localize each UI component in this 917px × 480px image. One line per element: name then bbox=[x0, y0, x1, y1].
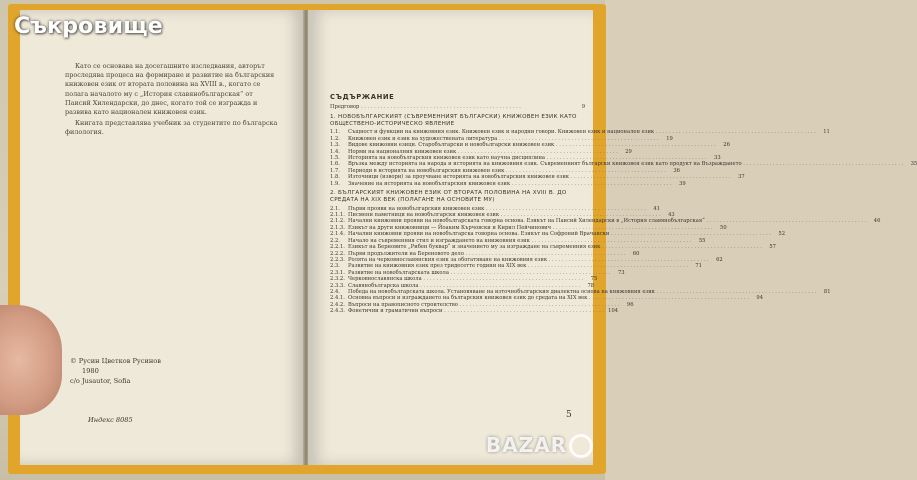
toc-item-title: Първи прояви на новобългарския книжовен език . . . bbox=[348, 206, 646, 212]
toc-item-title: Развитие на новобългарската школа . . . bbox=[348, 270, 611, 276]
toc-item-number: 2.3.3. bbox=[330, 282, 345, 289]
copyright-block bbox=[70, 356, 161, 386]
toc-item-title: Същност и функции на книжовния език. Книжовен език и народни говори. Книжовен език и национален език . . . bbox=[348, 129, 816, 135]
toc-item-page: 35 bbox=[910, 161, 917, 168]
toc-item-page: 96 bbox=[626, 301, 634, 308]
toc-item-number: 2.2.2. bbox=[330, 250, 345, 257]
toc-item-page: 75 bbox=[590, 276, 598, 283]
toc-text: Предговор . . . bbox=[330, 104, 571, 110]
toc-item-title: Норми на националния книжовен език . . . bbox=[348, 149, 618, 155]
toc-item-page: 19 bbox=[666, 135, 673, 142]
toc-item-number: 1.9. bbox=[330, 180, 340, 187]
toc-item-number: 2.1.3. bbox=[330, 224, 345, 231]
toc-item-number: 2.4.2. bbox=[330, 301, 345, 308]
toc-item-title: Развитие на книжовния език през тридесетте години на XIX век . . . bbox=[348, 263, 688, 269]
toc-item-number: 2.4.1. bbox=[330, 295, 345, 302]
toc-item-number: 1.6. bbox=[330, 161, 340, 168]
toc-item-number: 1.2. bbox=[330, 135, 340, 142]
toc-item-title: Източници (извори) за проучване историята на новобългарския книжовен език . . . bbox=[348, 174, 731, 180]
abstract-paragraph-1: Като се основава на досегашните изследвания, авторът проследява процеса на формиране и развитие на българския книжовен език от втората половина на XVIII в., когато се полага началото му с „История славянобългарская“ от Паисий Хилендарски, до днес, когато той се изгражда и развива като национален книжовен език. bbox=[65, 62, 275, 117]
toc-item-title: Начални книжовни прояви на новобългарската говорна основа. Езикът на Паисий Хилендарски в „История славянобългарская“ . . . bbox=[348, 218, 866, 224]
toc-item-title: Езикът на други книжовници — Йоаким Кърчовски и Кирил Пейчинович . . . bbox=[348, 225, 713, 231]
toc-item-page: 62 bbox=[716, 256, 723, 263]
page-number: 5 bbox=[566, 410, 572, 420]
toc-item bbox=[330, 308, 619, 315]
toc-item-number: 2.3.2. bbox=[330, 276, 345, 283]
toc-item-page: 37 bbox=[738, 174, 745, 181]
toc-item-page: 60 bbox=[632, 250, 640, 257]
toc-item-title: Начало на съвременния стил и изграждането на книжовния език . . . bbox=[348, 238, 691, 244]
toc-item-title: Видове книжовни езици. Старобългарски и новобългарски книжовен език . . . bbox=[348, 142, 716, 148]
toc-item-number: 1.1. bbox=[330, 129, 340, 136]
toc-preface bbox=[330, 104, 585, 110]
toc-item-title: Фонетични и граматични въпроси . . . bbox=[348, 308, 604, 314]
copyright-name: © Русин Цветков Русинов bbox=[70, 357, 161, 365]
toc-item-page: 73 bbox=[617, 269, 625, 276]
toc-item-title: Езикът на Берновите „Рибен буквар“ и значението му за изграждане на съвременния език . . . bbox=[348, 244, 762, 250]
toc-item-title: Начални книжовни прояви на новобългарска говорна основа. Езикът на Софроний Врачански . . . bbox=[348, 231, 771, 237]
copyright-agency: c/o Jusautor, Sofia bbox=[70, 377, 131, 385]
toc-item-page: 46 bbox=[873, 218, 881, 225]
toc-item-title: Основна въпроси и изграждането на българския книжовен език до средата на XIX век . . . bbox=[348, 295, 749, 301]
toc-item-number: 1.4. bbox=[330, 148, 340, 155]
toc-item-page: 36 bbox=[673, 167, 680, 174]
toc-item-title: Ролята на черковнославянския език за обогатяване на книжовния език . . . bbox=[348, 257, 709, 263]
toc-item-page: 78 bbox=[587, 282, 595, 289]
toc-item-number: 2.1.2. bbox=[330, 218, 345, 225]
toc-item-number: 1.7. bbox=[330, 167, 340, 174]
toc-item-number: 2.4.3. bbox=[330, 308, 345, 315]
toc-item-page: 57 bbox=[769, 244, 776, 251]
toc-item-number: 2.4. bbox=[330, 288, 340, 295]
toc-item bbox=[330, 180, 686, 187]
toc-item-page: 29 bbox=[625, 148, 632, 155]
toc-item-title: Връзка между историята на народа и историята на книжовния език. Съвременният български книжовен език като продукт на Възраждането . . . bbox=[348, 161, 903, 167]
toc-item-title: Периоди в историята на новобългарския книжовен език . . . bbox=[348, 168, 666, 174]
toc-item-title: Първи продължители на Береновото дело . . . bbox=[348, 251, 625, 257]
toc-items-2 bbox=[330, 205, 881, 315]
toc-item-number: 2.1.4. bbox=[330, 231, 345, 238]
toc-item-page: 52 bbox=[778, 231, 785, 238]
toc-item-title: Славянобългарска школа . . . bbox=[348, 283, 580, 289]
index-number: Индекс 8085 bbox=[88, 416, 133, 424]
abstract-paragraph-2: Книгата представлява учебник за студентите по българска филология. bbox=[65, 119, 278, 137]
toc-item-page: 43 bbox=[668, 212, 675, 219]
toc-item-number: 1.3. bbox=[330, 142, 340, 149]
toc-page: 9 bbox=[581, 104, 585, 111]
toc-item-number: 2.2.1. bbox=[330, 244, 345, 251]
toc-item-number: 2.2. bbox=[330, 237, 340, 244]
toc-item-page: 41 bbox=[653, 205, 660, 212]
toc-item-page: 39 bbox=[679, 180, 686, 187]
toc-item-page: 50 bbox=[720, 224, 727, 231]
toc-item-page: 11 bbox=[823, 129, 830, 136]
toc-items-1 bbox=[330, 129, 917, 187]
book-abstract bbox=[65, 62, 280, 140]
toc-title: СЪДЪРЖАНИЕ bbox=[330, 93, 395, 101]
toc-item-page: 55 bbox=[698, 237, 706, 244]
toc-item-number: 2.3.1. bbox=[330, 269, 345, 276]
toc-item-number: 2.3. bbox=[330, 263, 340, 270]
toc-section-2: 2. БЪЛГАРСКИЯТ КНИЖОВЕН ЕЗИК ОТ ВТОРАТА ПОЛОВИНА НА XVIII В. ДО СРЕДАТА НА XIX ВЕК (ПОЛАГАНЕ НА ОСНОВИТЕ МУ) bbox=[330, 190, 567, 203]
toc-item-page: 94 bbox=[756, 295, 764, 302]
table-of-contents bbox=[330, 93, 917, 315]
toc-item-title: Черковнославянска школа . . . bbox=[348, 276, 583, 282]
toc-item-page: 104 bbox=[608, 308, 619, 315]
toc-item-number: 2.1. bbox=[330, 205, 340, 212]
toc-item-title: Победа на новобългарската школа. Установяване на източнобългарския диалектна основа на книжовния език . . . bbox=[348, 289, 817, 295]
bazar-ring-icon bbox=[569, 434, 593, 458]
toc-item-page: 33 bbox=[714, 155, 721, 162]
toc-item-title: Книжовен език и език на художествената литература . . . bbox=[348, 136, 659, 142]
bazar-logo bbox=[486, 433, 593, 459]
copyright-year: 1980 bbox=[82, 367, 99, 375]
toc-item-page: 26 bbox=[723, 142, 730, 149]
site-watermark: Съкровище bbox=[14, 14, 163, 39]
toc-item-number: 2.2.3. bbox=[330, 256, 345, 263]
toc-item-page: 81 bbox=[823, 288, 831, 295]
toc-item-number: 2.1.1. bbox=[330, 212, 345, 219]
toc-item-page: 71 bbox=[695, 263, 702, 270]
toc-section-1: 1. НОВОБЪЛГАРСКИЯТ (СЪВРЕМЕННИЯТ БЪЛГАРСКИ) КНИЖОВЕН ЕЗИК КАТО ОБЩЕСТВЕНО-ИСТОРИЧЕСКО ЯВЛЕНИЕ bbox=[330, 113, 577, 127]
toc-item-title: Историята на новобългарския книжовен език като научна дисциплина . . . bbox=[348, 155, 707, 161]
toc-item-number: 1.8. bbox=[330, 174, 340, 181]
toc-item-title: Въпроси на правописното строителство . . . bbox=[348, 302, 620, 308]
toc-item-title: Писмени паметници на новобългарски книжовен език . . . bbox=[348, 212, 661, 218]
toc-item-title: Значение на историята на новобългарския книжовен език . . . bbox=[348, 181, 672, 187]
toc-item-number: 1.5. bbox=[330, 155, 340, 162]
bazar-logo-text: BAZAR bbox=[485, 432, 567, 457]
